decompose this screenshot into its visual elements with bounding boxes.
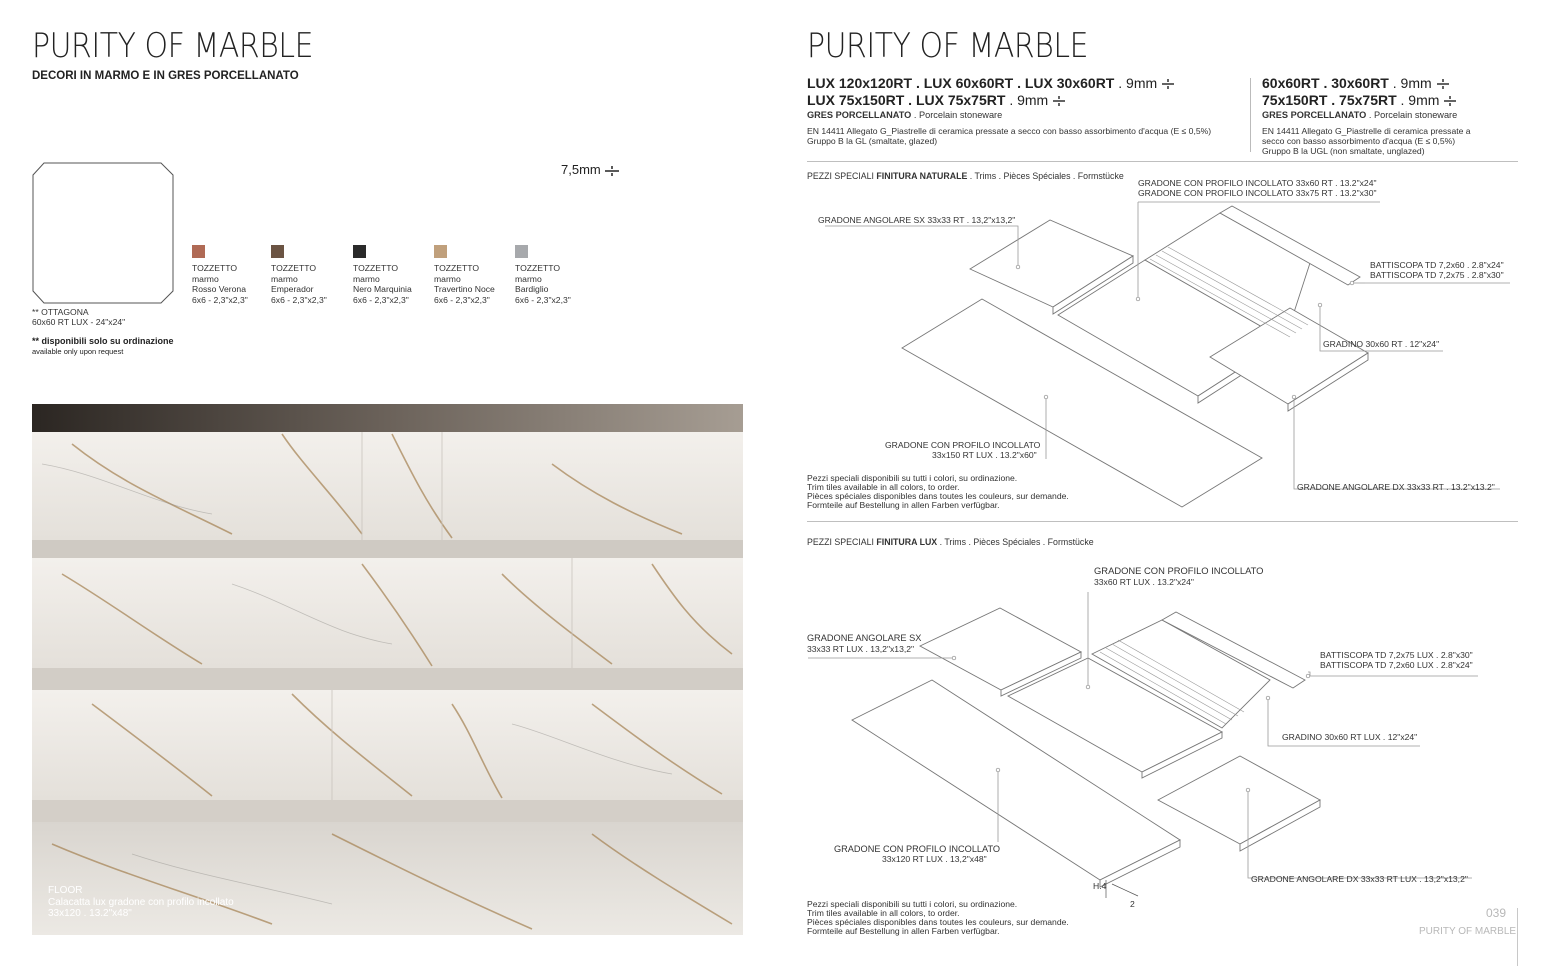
spec-left-material-en: . Porcelain stoneware [913,110,1003,120]
photo-caption-line-3: 33x120 . 13.2"x48" [48,908,132,919]
tozzetto-name: TOZZETTO [434,263,480,273]
naturale-note [807,474,1069,510]
spec-right-line-2 [1262,92,1457,109]
footer-rule [1517,908,1518,966]
spec-left-norm-2: Gruppo B la GL (smaltate, glazed) [807,136,938,146]
tozzetto-swatch [271,245,284,258]
tozzetto-size: 6x6 - 2,3"x2,3" [192,294,248,305]
spec-right-line-1 [1262,75,1450,92]
left-page-subtitle: DECORI IN MARMO E IN GRES PORCELLANATO [32,70,299,82]
tozzetto-size: 6x6 - 2,3"x2,3" [434,294,490,305]
stair-photo [32,404,743,935]
spec-right-norm-3: Gruppo B la UGL (non smaltate, unglazed) [1262,146,1425,156]
spec-right-formats-1: 60x60RT . 30x60RT [1262,75,1389,91]
lux-note [807,900,1069,936]
thickness-label [561,162,620,177]
spec-right-material [1262,110,1457,121]
spec-left-thickness-1: . 9mm [1118,75,1158,91]
spec-left-line-2 [807,92,1066,109]
tozzetto-color-name: Bardiglio [515,284,549,294]
l-label-gradone-profilo-b: 33x60 RT LUX . 13.2"x24" [1094,577,1194,587]
n-label-gradone-150-b: 33x150 RT LUX . 13.2"x60" [932,450,1037,460]
section-lux-heading [807,537,1094,548]
tozzetto-name: TOZZETTO [271,263,317,273]
l-label-battiscopa-b: BATTISCOPA TD 7,2x60 LUX . 2.8"x24" [1320,660,1473,670]
spec-left-line-1 [807,75,1175,92]
n-label-gradone-profilo-a: GRADONE CON PROFILO INCOLLATO 33x60 RT . 13.2"x24" [1138,178,1377,188]
l-label-gradone-profilo-a: GRADONE CON PROFILO INCOLLATO [1094,565,1264,576]
l-label-dim-h: H.4 [1093,881,1107,891]
tozzetto-swatch [434,245,447,258]
photo-caption-line-1: FLOOR [48,885,83,896]
spec-left-thickness-2: . 9mm [1009,92,1049,108]
spec-right-thickness-1: . 9mm [1392,75,1432,91]
tozzetto-material: marmo [192,273,219,284]
spec-right-thickness-2: . 9mm [1400,92,1440,108]
l-label-gradone-120-a: GRADONE CON PROFILO INCOLLATO [834,844,1001,854]
divider-top [807,161,1518,162]
naturale-note-2: Trim tiles available in all colors, to order. [807,482,960,492]
n-label-gradone-150-a: GRADONE CON PROFILO INCOLLATO [885,440,1041,450]
thickness-icon [1161,78,1175,90]
tozzetto-size: 6x6 - 2,3"x2,3" [271,294,327,305]
footer-collection-name: PURITY OF MARBLE [1419,926,1517,937]
tozzetto-material: marmo [515,273,542,284]
naturale-note-4: Formteile auf Bestellung in allen Farben verfügbar. [807,500,1000,510]
section-naturale-heading-post: . Trims . Pièces Spéciales . Formstücke [967,171,1124,181]
section-lux-heading-bold: FINITURA LUX [876,537,938,547]
spec-right-norm-1: EN 14411 Allegato G_Piastrelle di ceramica pressate a [1262,126,1471,136]
octagon-tile-icon [32,162,174,304]
lux-note-4: Formteile auf Bestellung in allen Farben verfügbar. [807,926,1000,936]
tozzetto-color-name: Emperador [271,284,314,294]
tozzetto-swatch [192,245,205,258]
spec-right-norm-2: secco con basso assorbimento d'acqua (E ≤ 0,5%) [1262,136,1456,146]
spec-left-material [807,110,1002,121]
tozzetto-material: marmo [434,273,461,284]
order-note: ** disponibili solo su ordinazione [32,336,174,346]
tozzetto-color-name: Rosso Verona [192,284,246,294]
l-label-dim-w: 2 [1130,899,1135,909]
tozzetto-size: 6x6 - 2,3"x2,3" [515,294,571,305]
spec-right-formats-2: 75x150RT . 75x75RT [1262,92,1397,108]
thickness-icon [1443,95,1457,107]
tozzetto-color-name: Travertino Noce [434,284,495,294]
tozzetto-color-name: Nero Marquinia [353,284,412,294]
spec-left-formats-1: LUX 120x120RT . LUX 60x60RT . LUX 30x60RT [807,75,1115,91]
tozzetto-name: TOZZETTO [515,263,561,273]
section-naturale-heading-bold: FINITURA NATURALE [876,171,968,181]
tozzetto-name: TOZZETTO [192,263,238,273]
left-page-title: PURITY OF MARBLE [32,26,314,66]
spec-left-norm-1: EN 14411 Allegato G_Piastrelle di ceramica pressate a secco con basso assorbimento d'acqua (E ≤ 0,5%) [807,126,1212,136]
octagon-caption-2: 60x60 RT LUX - 24"x24" [32,317,126,327]
tozzetto-material: marmo [271,273,298,284]
n-label-battiscopa-a: BATTISCOPA TD 7,2x60 . 2.8"x24" [1370,260,1504,270]
l-label-angolare-sx-a: GRADONE ANGOLARE SX [807,633,922,643]
thickness-value: 7,5mm [561,162,601,177]
naturale-note-3: Pièces spéciales disponibles dans toutes les couleurs, sur demande. [807,491,1069,501]
l-label-angolare-dx: GRADONE ANGOLARE DX 33x33 RT LUX . 13,2"x13,2" [1251,874,1468,884]
thickness-icon [604,165,620,177]
l-label-gradone-120-b: 33x120 RT LUX . 13,2"x48" [882,854,987,864]
angolare-dx-tile [1158,756,1320,844]
section-naturale-heading-pre: PEZZI SPECIALI [807,171,877,181]
page-number: 039 [1486,906,1507,920]
lux-note-1: Pezzi speciali disponibili su tutti i colori, su ordinazione. [807,899,1018,909]
spec-left-formats-2: LUX 75x150RT . LUX 75x75RT [807,92,1006,108]
octagon-caption-1: ** OTTAGONA [32,307,89,317]
right-page-title: PURITY OF MARBLE [807,26,1089,66]
divider-middle [807,521,1518,522]
n-label-gradone-profilo-b: GRADONE CON PROFILO INCOLLATO 33x75 RT . 13.2"x30" [1138,188,1377,198]
spec-right-material-en: . Porcelain stoneware [1368,110,1458,120]
spec-divider [1250,78,1251,152]
thickness-icon [1436,78,1450,90]
tozzetto-swatch [353,245,366,258]
n-label-angolare-dx: GRADONE ANGOLARE DX 33x33 RT . 13.2"x13.2" [1297,482,1495,492]
tozzetto-name: TOZZETTO [353,263,399,273]
spec-left-material-name: GRES PORCELLANATO [807,110,912,120]
n-label-battiscopa-b: BATTISCOPA TD 7,2x75 . 2.8"x30" [1370,270,1504,280]
n-label-gradino: GRADINO 30x60 RT . 12"x24" [1323,339,1440,349]
thickness-icon [1052,95,1066,107]
tozzetto-size: 6x6 - 2,3"x2,3" [353,294,409,305]
tozzetto-material: marmo [353,273,380,284]
section-lux-heading-post: . Trims . Pièces Spéciales . Formstücke [937,537,1094,547]
lux-note-2: Trim tiles available in all colors, to order. [807,908,960,918]
l-label-gradino: GRADINO 30x60 RT LUX . 12"x24" [1282,732,1418,742]
n-label-angolare-sx: GRADONE ANGOLARE SX 33x33 RT . 13,2"x13,2" [818,215,1016,225]
order-note-en: available only upon request [32,347,124,356]
l-label-angolare-sx-b: 33x33 RT LUX . 13,2"x13,2" [807,644,915,654]
lux-note-3: Pièces spéciales disponibles dans toutes les couleurs, sur demande. [807,917,1069,927]
naturale-note-1: Pezzi speciali disponibili su tutti i colori, su ordinazione. [807,473,1018,483]
photo-caption-line-2: Calacatta lux gradone con profilo incollato [48,896,234,908]
section-lux-heading-pre: PEZZI SPECIALI [807,537,877,547]
tozzetto-swatch [515,245,528,258]
photo-caption [48,885,234,920]
spec-right-material-name: GRES PORCELLANATO [1262,110,1367,120]
l-label-battiscopa-a: BATTISCOPA TD 7,2x75 LUX . 2.8"x30" [1320,650,1473,660]
